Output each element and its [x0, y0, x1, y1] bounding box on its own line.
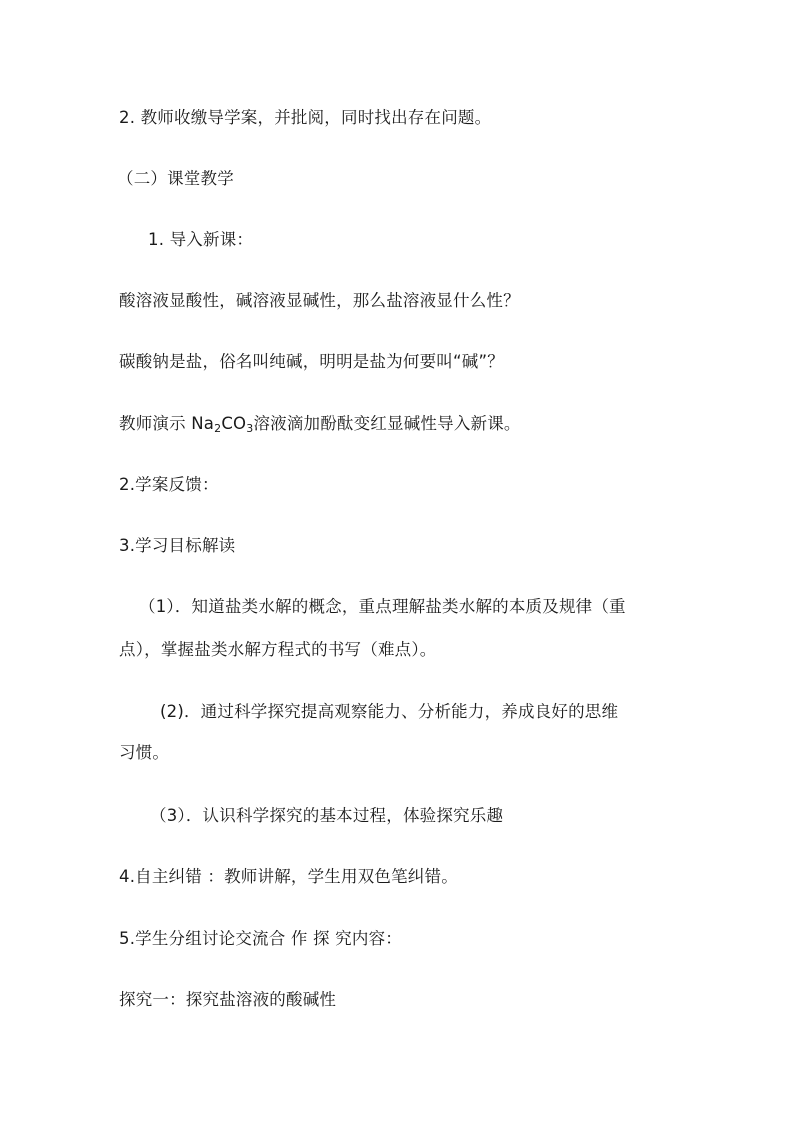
objective-1-line-2: 点），掌握盐类水解方程式的书写（难点）。: [119, 640, 437, 659]
heading-inquiry-one: 探究一：探究盐溶液的酸碱性: [119, 990, 337, 1009]
paragraph-teacher-demo: [119, 413, 521, 435]
formula-subscript-2: 2: [214, 422, 222, 435]
demo-text-co: CO: [221, 414, 247, 433]
section-heading-classroom-teaching: （二）课堂教学: [117, 169, 234, 188]
objective-1-line-1: （1）．知道盐类水解的概念，重点理解盐类水解的本质及规律（重: [139, 597, 626, 616]
demo-text-start: 教师演示 Na: [119, 414, 215, 433]
demo-text-end: 溶液滴加酚酞变红显碱性导入新课。: [253, 414, 521, 433]
formula-subscript-3: 3: [246, 422, 254, 435]
paragraph-question-salt-solution: 酸溶液显酸性，碱溶液显碱性，那么盐溶液显什么性？: [119, 291, 520, 310]
objective-2-line-2: 习惯。: [119, 743, 170, 762]
objective-2-line-1: (2)．通过科学探究提高观察能力、分析能力，养成良好的思维: [160, 702, 619, 721]
heading-learning-objectives: 3.学习目标解读: [119, 536, 236, 555]
heading-group-discussion: 5.学生分组讨论交流合 作 探 究内容：: [119, 929, 402, 948]
objective-3: （3）．认识科学探究的基本过程，体验探究乐趣: [150, 806, 504, 825]
paragraph-collect-worksheet: 2. 教师收缴导学案，并批阅，同时找出存在问题。: [119, 108, 492, 127]
subheading-introduce-lesson: 1. 导入新课：: [148, 230, 254, 249]
paragraph-question-soda: 碳酸钠是盐，俗名叫纯碱，明明是盐为何要叫“碱”？: [119, 352, 504, 371]
heading-worksheet-feedback: 2.学案反馈：: [119, 475, 219, 494]
heading-self-correction: 4.自主纠错 ：教师讲解，学生用双色笔纠错。: [119, 867, 458, 886]
